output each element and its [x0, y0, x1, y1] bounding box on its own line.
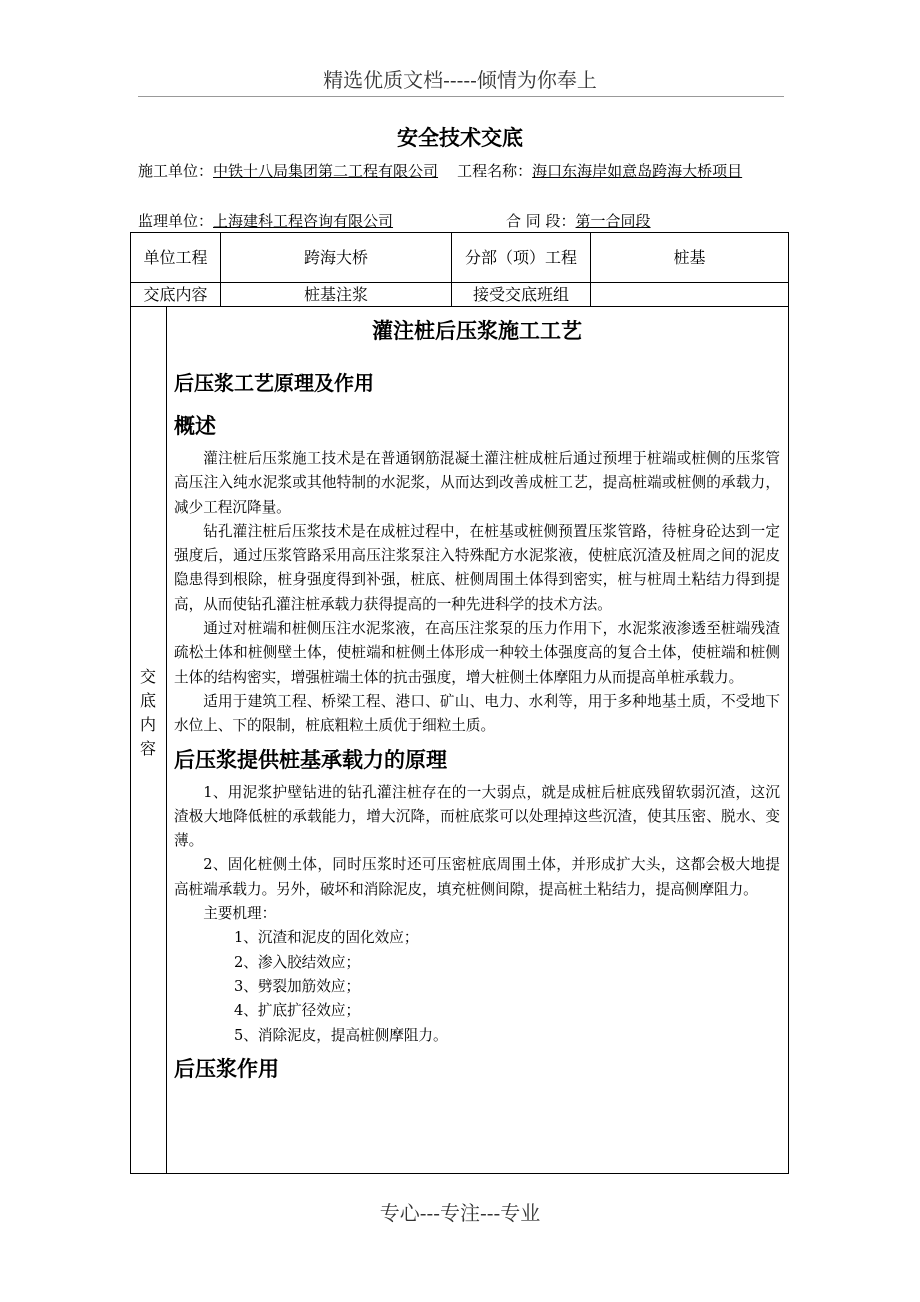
side-label-char: 底 — [139, 691, 156, 710]
page-header: 精选优质文档-----倾情为你奉上 — [323, 68, 597, 92]
contract-section-label: 合 同 段： — [506, 212, 576, 230]
content-value: 桩基注浆 — [303, 284, 368, 304]
construction-unit-label: 施工单位： — [138, 162, 214, 180]
page-footer: 专心---专注---专业 — [379, 1201, 541, 1225]
section-title-principle: 后压浆工艺原理及作用 — [174, 371, 374, 395]
mechanism-item: 4、扩底扩径效应； — [234, 1002, 361, 1020]
team-label: 接受交底班组 — [472, 284, 569, 304]
supervision-unit-label: 监理单位： — [138, 212, 214, 230]
contract-section — [506, 210, 651, 233]
document-title: 安全技术交底 — [397, 125, 523, 150]
section-title-bearing-capacity: 后压浆提供桩基承载力的原理 — [174, 747, 447, 772]
table-row-divider — [130, 306, 789, 307]
mechanism-item: 5、消除泥皮，提高桩侧摩阻力。 — [234, 1026, 448, 1044]
supervision-info-line — [138, 210, 788, 233]
content-main-title: 灌注桩后压浆施工工艺 — [372, 319, 582, 343]
supervision-unit-value: 上海建科工程咨询有限公司 — [213, 212, 394, 230]
overview-paragraph: 钻孔灌注桩后压浆技术是在成桩过程中，在桩基或桩侧预置压浆管路，待桩身砼达到一定强度后，通过压浆管路采用高压注浆泵注入特殊配方水泥浆液，使桩底沉渣及桩周之间的泥皮隐患得到根除，桩身强度得到补强，桩底、桩侧周围土体得到密实，桩与桩周土粘结力得到提高，从而使钻孔灌注桩承载力获得提高的一种先进科学的技术方法。 — [174, 522, 780, 613]
mechanism-item: 2、渗入胶结效应； — [234, 953, 361, 971]
construction-unit-value: 中铁十八局集团第二工程有限公司 — [213, 162, 439, 180]
section-title-grouting-effect: 后压浆作用 — [174, 1056, 279, 1081]
project-name-label: 工程名称： — [457, 162, 533, 180]
overview-paragraph: 灌注桩后压浆施工技术是在普通钢筋混凝土灌注桩成桩后通过预埋于桩端或桩侧的压浆管高压注入纯水泥浆或其他特制的水泥浆，从而达到改善成桩工艺，提高桩端或桩侧的承载力，减少工程沉降量。 — [174, 450, 780, 516]
table-col-divider — [166, 306, 167, 1174]
sub-project-label: 分部（项）工程 — [464, 247, 577, 267]
side-content-label — [130, 665, 166, 761]
team-value — [591, 283, 788, 306]
overview-paragraph: 适用于建筑工程、桥梁工程、港口、矿山、电力、水利等，用于多种地基土质，不受地下水位上、下的限制，桩底粗粒土质优于细粒土质。 — [174, 692, 780, 735]
side-label-char: 内 — [139, 715, 156, 734]
unit-project-value: 跨海大桥 — [303, 247, 368, 267]
principle-paragraph: 1、用泥浆护壁钻进的钻孔灌注桩存在的一大弱点，就是成桩后桩底残留软弱沉渣，这沉渣极大地降低桩的承载能力，增大沉降，而桩底浆可以处理掉这些沉渣，使其压密、脱水、变薄。 — [174, 783, 780, 850]
mechanism-item: 1、沉渣和泥皮的固化效应； — [234, 929, 419, 947]
project-name-value: 海口东海岸如意岛跨海大桥项目 — [532, 162, 743, 180]
header-divider — [138, 96, 784, 97]
content-label: 交底内容 — [143, 284, 208, 304]
sub-project-value: 桩基 — [673, 247, 706, 267]
contract-section-value: 第一合同段 — [575, 212, 651, 230]
section-title-overview: 概述 — [174, 414, 216, 438]
construction-info-line — [138, 160, 788, 183]
mechanism-item: 3、劈裂加筋效应； — [234, 977, 361, 995]
disclosure-content — [174, 315, 780, 1090]
side-label-char: 容 — [139, 739, 156, 758]
principle-paragraph: 2、固化桩侧土体，同时压浆时还可压密桩底周围土体，并形成扩大头，这都会极大地提高桩端承载力。另外，破坏和消除泥皮，填充桩侧间隙，提高桩土粘结力，提高侧摩阻力。 — [174, 856, 780, 898]
mechanism-label: 主要机理： — [203, 905, 277, 923]
side-label-char: 交 — [139, 667, 156, 686]
unit-project-label: 单位工程 — [143, 247, 208, 267]
overview-paragraph: 通过对桩端和桩侧压注水泥浆液，在高压注浆泵的压力作用下，水泥浆液渗透至桩端残渣疏松土体和桩侧壁土体，使桩端和桩侧土体形成一种较土体强度高的复合土体，使桩端和桩侧土体的结构密实，增强桩端土体的抗击强度，增大桩侧土体摩阻力从而提高单桩承载力。 — [174, 620, 780, 686]
